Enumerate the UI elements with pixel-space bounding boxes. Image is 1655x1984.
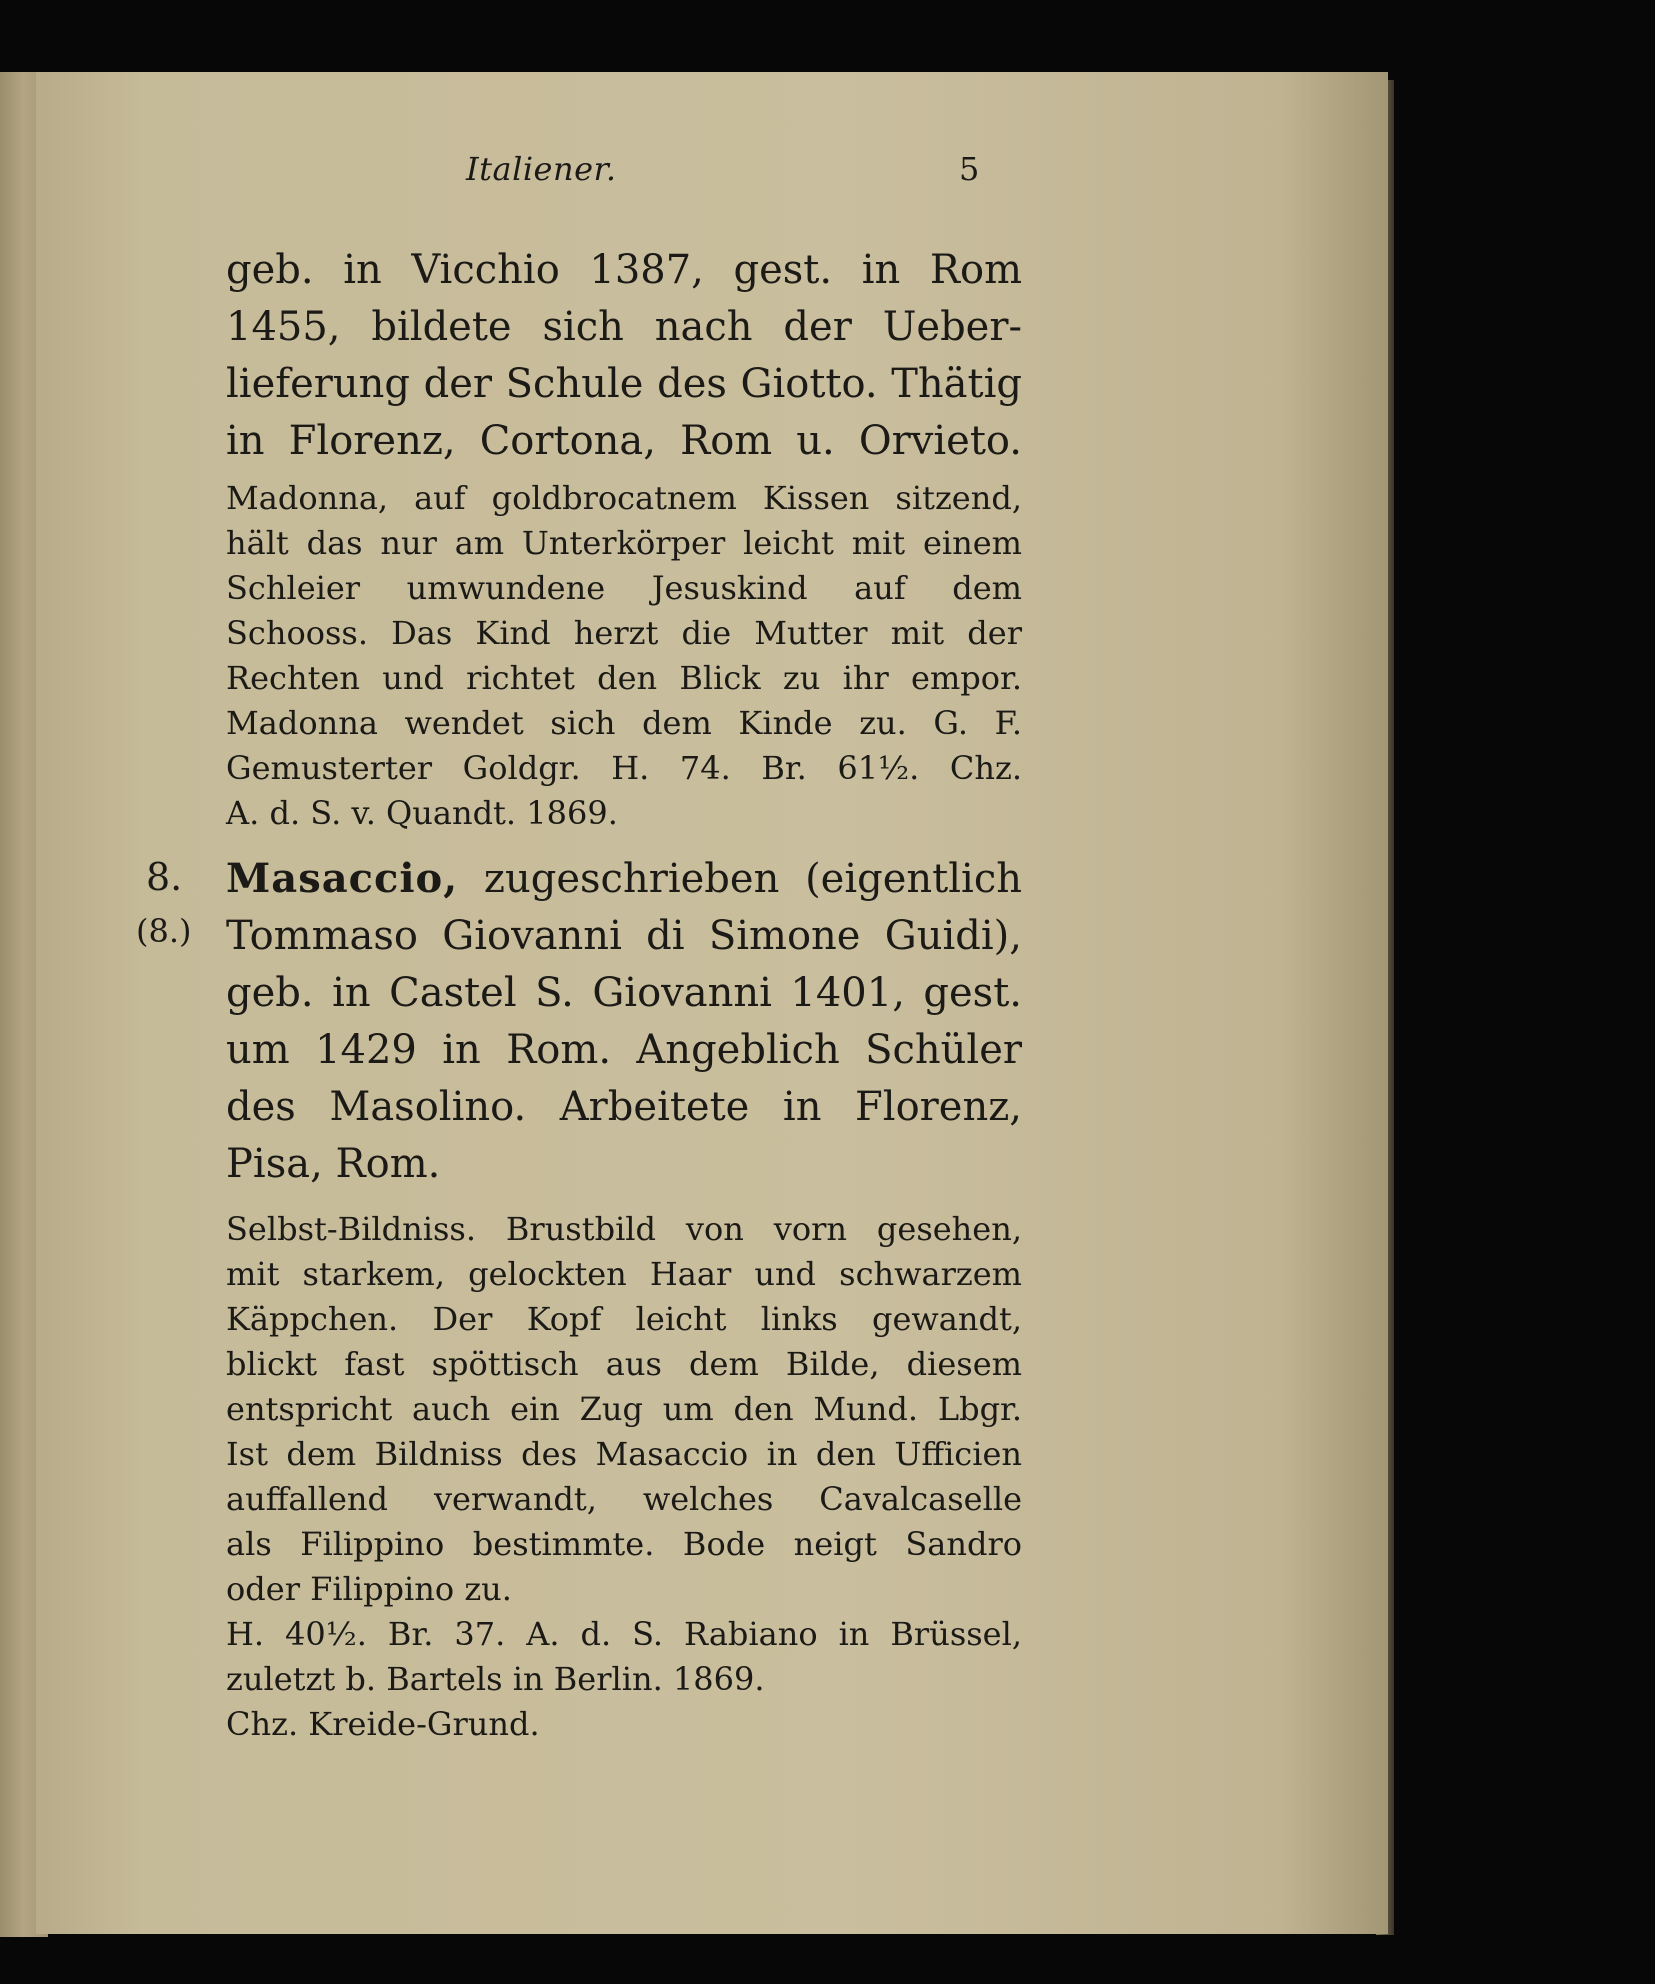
old-catalogue-number: (8.) bbox=[136, 912, 192, 950]
text-line: Schleier umwundene Jesuskind auf dem bbox=[226, 569, 1022, 607]
text-line: Pisa, Rom. bbox=[226, 1141, 441, 1187]
artist-name: Masaccio, bbox=[226, 855, 459, 902]
text-line: Gemusterter Goldgr. H. 74. Br. 61½. Chz. bbox=[226, 749, 1022, 787]
text-line: entspricht auch ein Zug um den Mund. Lbgr. bbox=[226, 1390, 1022, 1428]
text-line: zuletzt b. Bartels in Berlin. 1869. bbox=[226, 1660, 765, 1698]
text-line: um 1429 in Rom. Angeblich Schüler bbox=[226, 1027, 1022, 1073]
running-head: Italiener. bbox=[466, 150, 617, 188]
text-line: in Florenz, Cortona, Rom u. Orvieto. bbox=[226, 418, 1022, 464]
text-line: als Filippino bestimmte. Bode neigt Sandro bbox=[226, 1525, 1022, 1563]
text-line: Ist dem Bildniss des Masaccio in den Ufficien bbox=[226, 1435, 1022, 1473]
text-line: auffallend verwandt, welches Cavalcaselle bbox=[226, 1480, 1022, 1518]
text-line: lieferung der Schule des Giotto. Thätig bbox=[226, 361, 1022, 407]
text-line: geb. in Castel S. Giovanni 1401, gest. bbox=[226, 970, 1022, 1016]
text-line: H. 40½. Br. 37. A. d. S. Rabiano in Brüssel, bbox=[226, 1615, 1022, 1653]
text-line: 1455, bildete sich nach der Ueber- bbox=[226, 304, 1022, 350]
text-line: A. d. S. v. Quandt. 1869. bbox=[226, 794, 618, 832]
entry-8 bbox=[226, 850, 1022, 1747]
text-line: Käppchen. Der Kopf leicht links gewandt, bbox=[226, 1300, 1022, 1338]
text-line: Tommaso Giovanni di Simone Guidi), bbox=[226, 913, 1022, 959]
text-line: Chz. Kreide-Grund. bbox=[226, 1705, 540, 1743]
text-line: blickt fast spöttisch aus dem Bilde, diesem bbox=[226, 1345, 1022, 1383]
text-line: Madonna wendet sich dem Kinde zu. G. F. bbox=[226, 704, 1022, 742]
text-line bbox=[226, 850, 1022, 908]
text-line: Madonna, auf goldbrocatnem Kissen sitzend, bbox=[226, 479, 1022, 517]
catalogue-number: 8. bbox=[146, 855, 183, 899]
entry-7-biography bbox=[226, 242, 1022, 470]
text-line: des Masolino. Arbeitete in Florenz, bbox=[226, 1084, 1022, 1130]
page-number: 5 bbox=[959, 150, 980, 188]
entry-8-description bbox=[226, 1207, 1022, 1612]
text-line: Selbst-Bildniss. Brustbild von vorn gesehen, bbox=[226, 1210, 1022, 1248]
text-line: Rechten und richtet den Blick zu ihr empor. bbox=[226, 659, 1022, 697]
book-page bbox=[36, 72, 1388, 1934]
entry-7-description bbox=[226, 476, 1022, 836]
text-line: hält das nur am Unterkörper leicht mit einem bbox=[226, 524, 1022, 562]
text-line: Schooss. Das Kind herzt die Mutter mit der bbox=[226, 614, 1022, 652]
text-line: mit starkem, gelockten Haar und schwarzem bbox=[226, 1255, 1022, 1293]
entry-7 bbox=[226, 242, 1022, 836]
artist-attribution: zugeschrieben (eigentlich bbox=[483, 856, 1023, 902]
text-line: oder Filippino zu. bbox=[226, 1570, 512, 1608]
entry-8-metadata bbox=[226, 1612, 1022, 1747]
entry-8-biography bbox=[226, 850, 1022, 1193]
text-line: geb. in Vicchio 1387, gest. in Rom bbox=[226, 247, 1022, 293]
